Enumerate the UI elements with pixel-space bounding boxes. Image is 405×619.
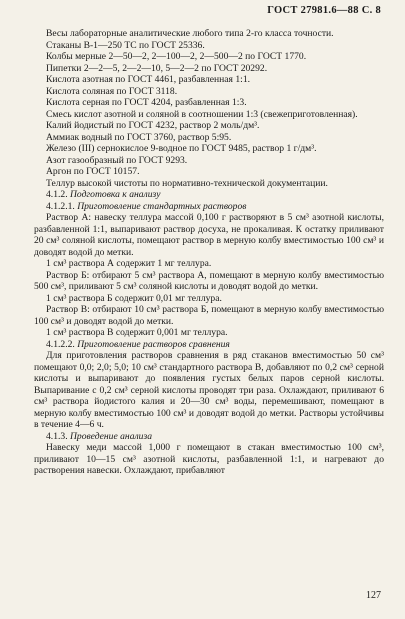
- text-line: Для приготовления растворов сравнения в ряд стаканов вместимостью 50 см³ помещают 0,0; 2,0; 5,0; 10 см³ стандартного раствора В, добавляют по 0,2 см³ серной кислоты и выпаривают до появления густых белых паров серной кислоты. Выпаривание с 0,2 см³ серной кислоты проводят три раза. Охлаждают, приливают 6 см³ раствора йодистого калия и 20—30 см³ воды, перемешивают, помещают в мерную колбу вместимостью 100 см³ и доводят водой до метки. Растворы устойчивы в течение 4—6 ч.: [34, 350, 384, 430]
- text-line: Смесь кислот азотной и соляной в соотношении 1:3 (свежеприготовленная).: [46, 108, 358, 120]
- text-line: 1 см³ раствора В содержит 0,001 мг теллура.: [46, 327, 228, 338]
- text-line: Весы лабораторные аналитические любого типа 2-го класса точности.: [46, 28, 334, 39]
- text-line: Азот газообразный по ГОСТ 9293.: [46, 154, 188, 166]
- text-line: Аргон по ГОСТ 10157.: [46, 166, 140, 177]
- text-line: Калий йодистый по ГОСТ 4232, раствор 2 моль/дм³.: [46, 120, 260, 131]
- text-line: 1 см³ раствора Б содержит 0,01 мг теллура.: [46, 292, 222, 304]
- subsection-heading: 4.1.3. Проведение анализа: [46, 430, 153, 442]
- text-line: Навеску меди массой 1,000 г помещают в стакан вместимостью 100 см³, приливают 10—15 см³ азотной кислоты, разбавленной 1:1, и нагревают до растворения навески. Охлаждают, прибавляют: [34, 442, 384, 476]
- text-line: Кислота серная по ГОСТ 4204, разбавленная 1:3.: [46, 97, 247, 108]
- text-line: Колбы мерные 2—50—2, 2—100—2, 2—500—2 по ГОСТ 1770.: [46, 51, 307, 62]
- text-line: Аммиак водный по ГОСТ 3760, раствор 5:95.: [46, 131, 232, 143]
- subsection-heading: 4.1.2.2. Приготовление растворов сравнения: [46, 338, 230, 350]
- text-line: Раствор Б: отбирают 5 см³ раствора А, помещают в мерную колбу вместимостью 500 см³, приливают 5 см³ соляной кислоты и доводят водой до метки.: [34, 269, 384, 292]
- heading-text: Приготовление растворов сравнения: [77, 338, 230, 350]
- section-heading: 4.1.2. Подготовка к анализу: [46, 189, 161, 200]
- text-line: Пипетки 2—2—5, 2—2—10, 5—2—2 по ГОСТ 20292.: [46, 62, 268, 74]
- heading-text: Подготовка к анализу: [69, 189, 161, 200]
- subsection-heading: 4.1.2.1. Приготовление стандартных растворов: [46, 200, 247, 212]
- text-line: Стаканы В-1—250 ТС по ГОСТ 25336.: [46, 39, 205, 51]
- text-line: Раствор А: навеску теллура массой 0,100 г растворяют в 5 см³ азотной кислоты, разбавленной 1:1, выпаривают раствор досуха, не прокаливая. К остатку приливают 20 см³ соляной кислоты, помещают раствор в мерную колбу вместимостью 100 см³ и доводят водой до метки.: [34, 212, 384, 258]
- heading-text: Приготовление стандартных растворов: [77, 200, 247, 212]
- text-line: Раствор В: отбирают 10 см³ раствора Б, помещают в мерную колбу вместимостью 100 см³ и доводят водой до метки.: [34, 304, 384, 327]
- text-line: Железо (III) сернокислое 9-водное по ГОСТ 9485, раствор 1 г/дм³.: [46, 143, 317, 154]
- text-line: Кислота азотная по ГОСТ 4461, разбавленная 1:1.: [46, 74, 251, 85]
- text-line: 1 см³ раствора А содержит 1 мг теллура.: [46, 258, 212, 269]
- page-number: 127: [366, 590, 381, 601]
- text-line: Кислота соляная по ГОСТ 3118.: [46, 85, 178, 97]
- heading-text: Проведение анализа: [69, 430, 153, 442]
- document-body: [34, 28, 384, 477]
- page-header: ГОСТ 27981.6—88 С. 8: [267, 5, 381, 16]
- text-line: Теллур высокой чистоты по нормативно-технической документации.: [46, 177, 328, 189]
